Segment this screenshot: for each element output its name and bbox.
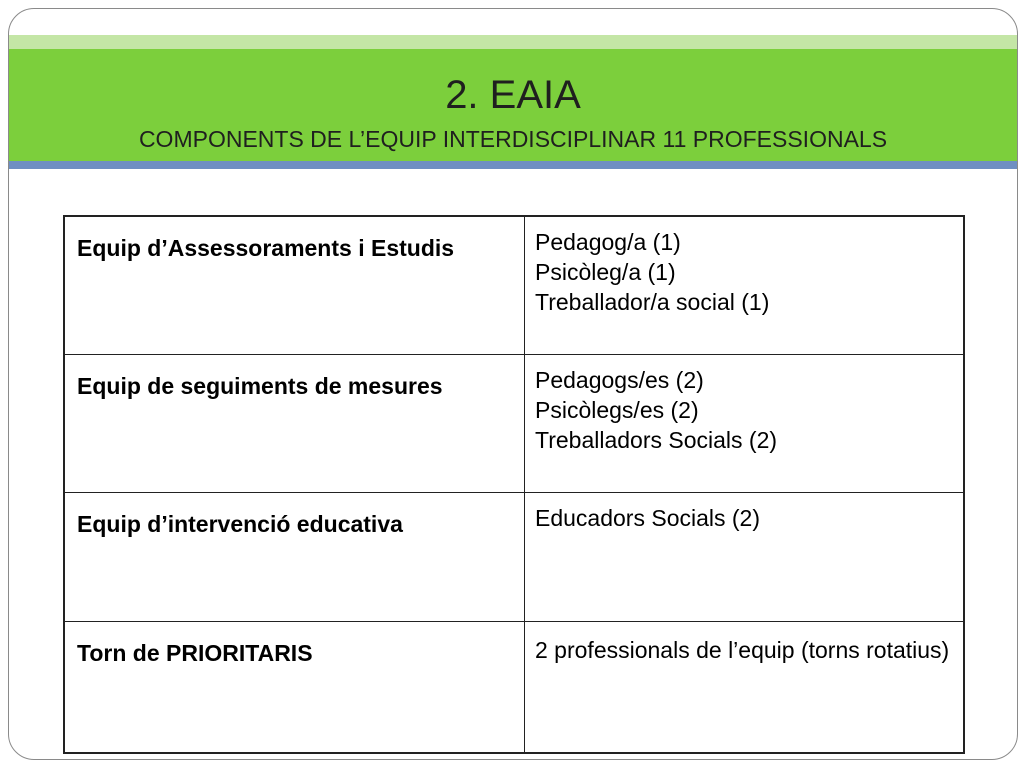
team-name-cell: Equip d’Assessoraments i Estudis <box>64 216 525 355</box>
table-row <box>64 493 964 622</box>
header-accent-stripe <box>9 35 1017 49</box>
header-divider <box>9 161 1017 169</box>
team-composition-table <box>63 215 965 754</box>
team-members-cell <box>525 216 965 355</box>
table-row <box>64 355 964 493</box>
member-line: Pedagog/a (1) <box>535 229 681 255</box>
table-row <box>64 216 964 355</box>
team-members-cell <box>525 622 965 754</box>
slide-subtitle: COMPONENTS DE L’EQUIP INTERDISCIPLINAR 11 PROFESSIONALS <box>138 126 888 152</box>
member-line: Treballadors Socials (2) <box>535 427 778 453</box>
team-name-cell: Equip de seguiments de mesures <box>64 355 525 493</box>
team-name-cell: Torn de PRIORITARIS <box>64 622 525 754</box>
member-line: Treballador/a social (1) <box>535 289 770 315</box>
team-members-cell <box>525 355 965 493</box>
table-row <box>64 622 964 754</box>
slide-frame <box>8 8 1018 760</box>
team-name-cell: Equip d’intervenció educativa <box>64 493 525 622</box>
member-line: 2 professionals de l’equip (torns rotatius) <box>535 637 950 663</box>
slide-title: 2. EAIA <box>445 73 581 117</box>
member-line: Educadors Socials (2) <box>535 505 760 531</box>
team-members-cell <box>525 493 965 622</box>
member-line: Pedagogs/es (2) <box>535 367 704 393</box>
member-line: Psicòleg/a (1) <box>535 259 676 285</box>
member-line: Psicòlegs/es (2) <box>535 397 699 423</box>
